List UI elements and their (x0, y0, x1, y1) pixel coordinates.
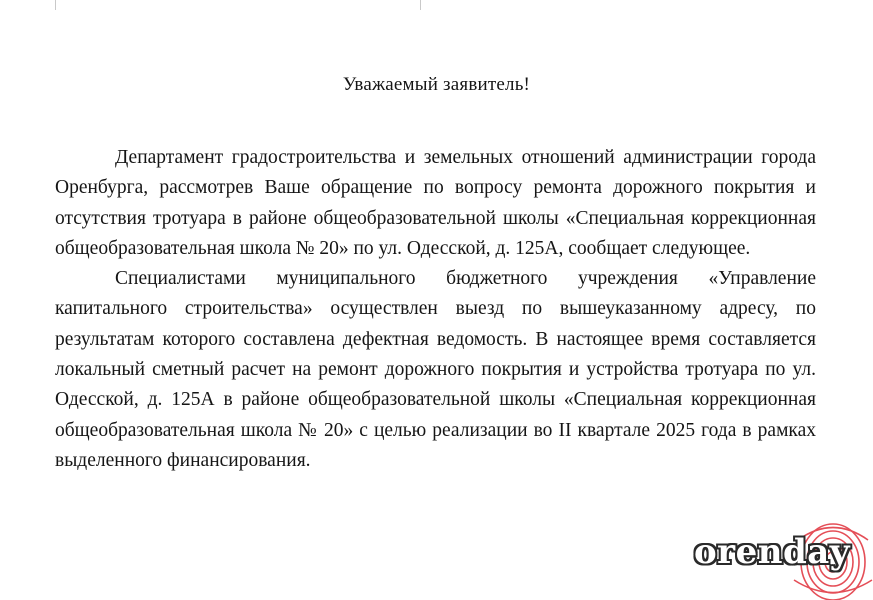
watermark-text: orenday (694, 532, 851, 572)
margin-line-right (420, 0, 421, 10)
margin-line-left (55, 0, 56, 10)
letter-greeting: Уважаемый заявитель! (342, 74, 531, 95)
orenday-watermark (688, 520, 873, 600)
letter-body (55, 143, 816, 476)
letter-paragraph-1: Департамент градостроительства и земельных отношений администрации города Оренбурга, рассмотрев Ваше обращение по вопросу ремонта дорожного покрытия и отсутствия тротуара в районе общеобразовательной школы «Специальная коррекционная общеобразовательная школа № 20» по ул. Одесской, д. 125А, сообщает следующее. (55, 147, 816, 259)
letter-paragraph-2: Специалистами муниципального бюджетного учреждения «Управление капитального строительства» осуществлен выезд по вышеуказанному адресу, по результатам которого составлена дефектная ведомость. В настоящее время составляется локальный сметный расчет на ремонт дорожного покрытия и устройства тротуара по ул. Одесской, д. 125А в районе общеобразовательной школы «Специальная коррекционная общеобразовательная школа № 20» с целью реализации во II квартале 2025 года в рамках выделенного финансирования. (55, 268, 816, 471)
